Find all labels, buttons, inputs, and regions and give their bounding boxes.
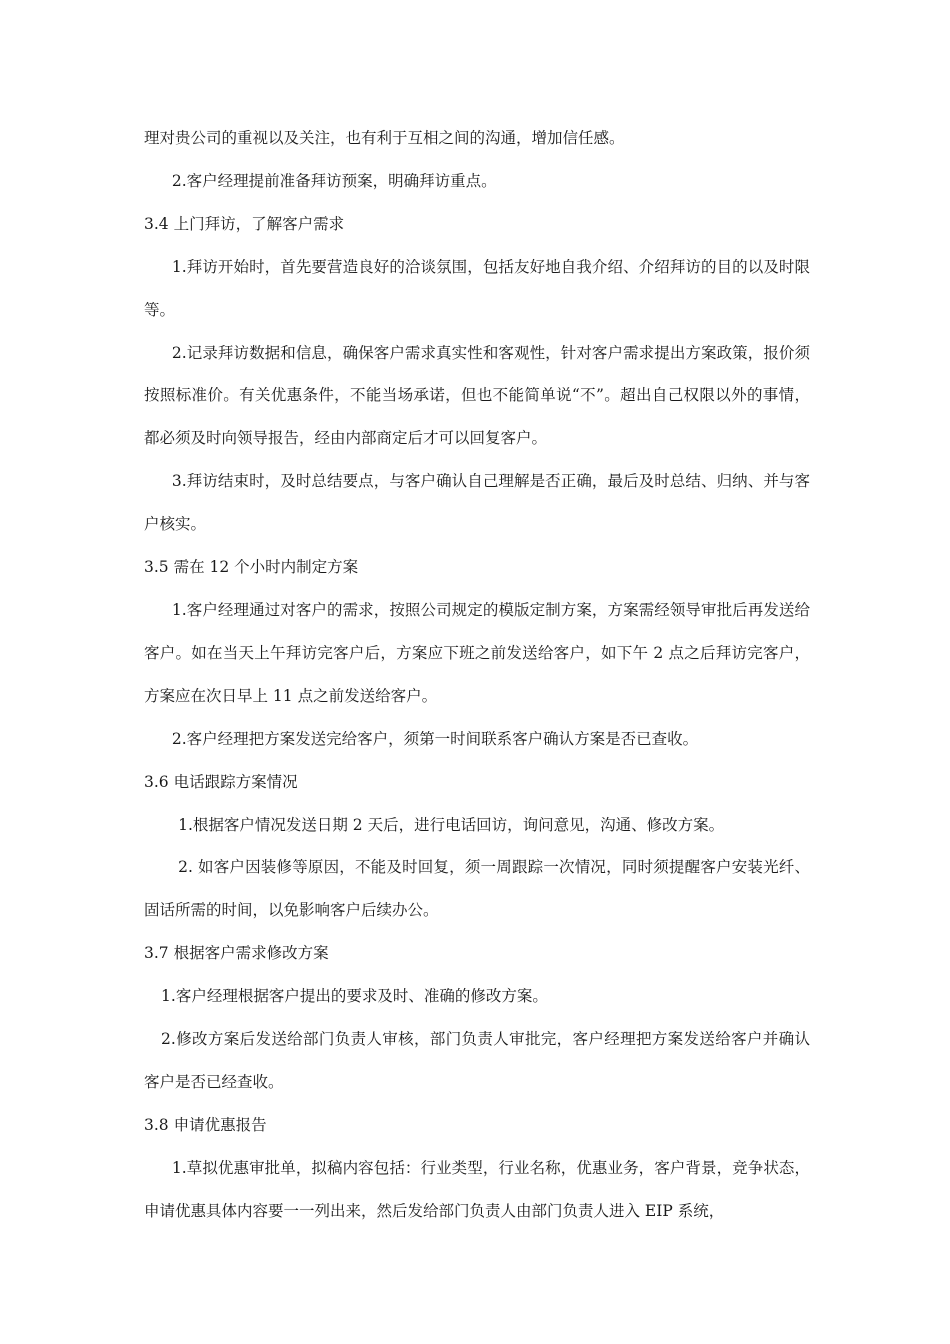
section-heading: 3.8 申请优惠报告 [144, 1115, 267, 1134]
list-item: 1.草拟优惠审批单，拟稿内容包括：行业类型，行业名称，优惠业务，客户背景，竞争状态，申请优惠具体内容要一一列出来，然后发给部门负责人由部门负责人进入 EIP 系统， [144, 1158, 810, 1220]
section-heading: 3.4 上门拜访，了解客户需求 [144, 214, 345, 233]
section-heading: 3.5 需在 12 个小时内制定方案 [144, 558, 359, 577]
list-item: 3.拜访结束时，及时总结要点，与客户确认自己理解是否正确，最后及时总结、归纳、并与客户核实。 [144, 472, 810, 534]
section-heading: 3.6 电话跟踪方案情况 [144, 772, 298, 791]
list-item: 2.客户经理把方案发送完给客户，须第一时间联系客户确认方案是否已查收。 [171, 729, 699, 748]
list-item: 1.客户经理根据客户提出的要求及时、准确的修改方案。 [161, 987, 548, 1006]
document-body [144, 117, 810, 1233]
list-item: 1.根据客户情况发送日期 2 天后，进行电话回访，询问意见，沟通、修改方案。 [178, 815, 725, 834]
paragraph: 理对贵公司的重视以及关注，也有利于互相之间的沟通，增加信任感。 [144, 129, 625, 147]
list-item: 2.记录拜访数据和信息，确保客户需求真实性和客观性，针对客户需求提出方案政策，报价须按照标准价。有关优惠条件，不能当场承诺，但也不能简单说“不”。超出自己权限以外的事情，都必须及时向领导报告，经由内部商定后才可以回复客户。 [144, 343, 810, 448]
list-item: 2.客户经理提前准备拜访预案，明确拜访重点。 [171, 171, 497, 190]
section-heading: 3.7 根据客户需求修改方案 [144, 944, 329, 963]
list-item: 1.拜访开始时，首先要营造良好的洽谈氛围，包括友好地自我介绍、介绍拜访的目的以及时限等。 [144, 257, 810, 319]
list-item: 2. 如客户因装修等原因，不能及时回复，须一周跟踪一次情况，同时须提醒客户安装光纤、固话所需的时间，以免影响客户后续办公。 [144, 858, 810, 920]
list-item: 2.修改方案后发送给部门负责人审核，部门负责人审批完，客户经理把方案发送给客户并确认客户是否已经查收。 [144, 1030, 810, 1091]
list-item: 1.客户经理通过对客户的需求，按照公司规定的模版定制方案，方案需经领导审批后再发送给客户。如在当天上午拜访完客户后，方案应下班之前发送给客户，如下午 2 点之后拜访完客户，方案应在次日早上 11 点之前发送给客户。 [144, 600, 810, 705]
